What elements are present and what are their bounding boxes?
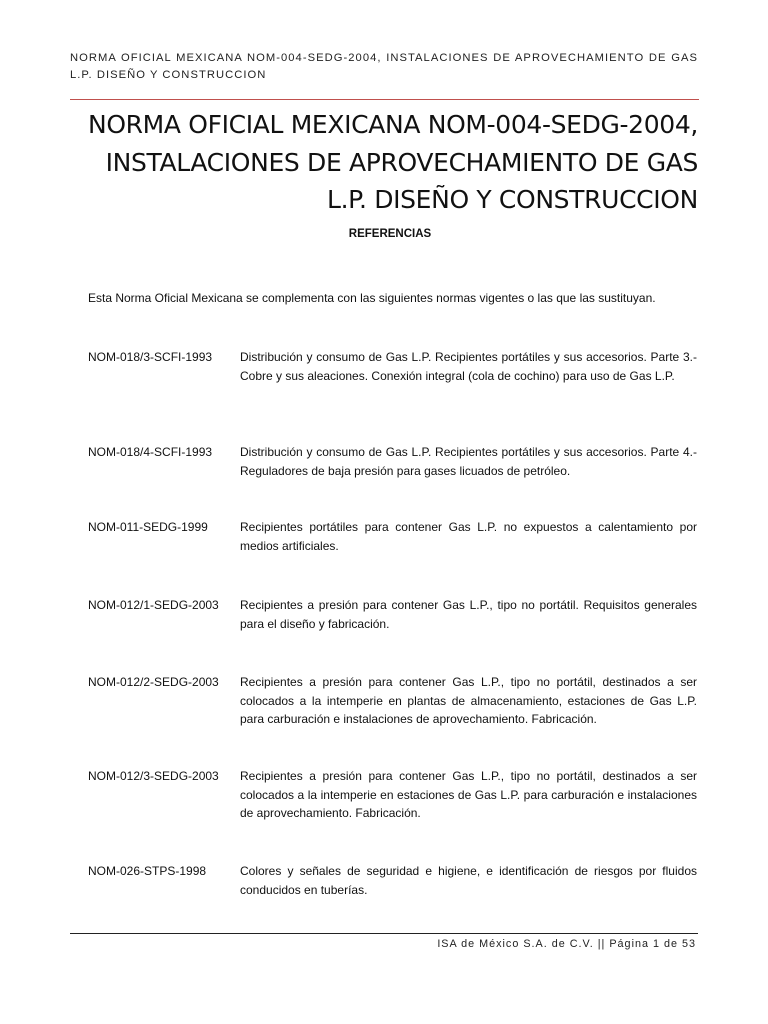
- reference-description: Distribución y consumo de Gas L.P. Recipientes portátiles y sus accesorios. Parte 3.- Cobre y sus aleaciones. Conexión integral (cola de cochino) para uso de Gas L.P.: [240, 350, 697, 383]
- intro-paragraph: Esta Norma Oficial Mexicana se complementa con las siguientes normas vigentes o las que las sustituyan.: [88, 291, 656, 305]
- footer-rule: [70, 933, 698, 934]
- header-rule: [70, 99, 699, 100]
- reference-code: NOM-012/3-SEDG-2003: [88, 769, 219, 783]
- reference-code: NOM-018/4-SCFI-1993: [88, 445, 213, 459]
- running-header: NORMA OFICIAL MEXICANA NOM-004-SEDG-2004, INSTALACIONES DE APROVECHAMIENTO DE GAS L.P. DISEÑO Y CONSTRUCCION: [70, 52, 698, 81]
- document-title-line-2: INSTALACIONES DE APROVECHAMIENTO DE GAS: [105, 147, 698, 177]
- reference-description: Recipientes a presión para contener Gas L.P., tipo no portátil, destinados a ser colocados a la intemperie en plantas de almacenamiento, estaciones de Gas L.P. para carburación e instalaciones de aprovechamiento. Fabricación.: [240, 675, 697, 726]
- section-heading: REFERENCIAS: [348, 228, 432, 240]
- reference-description: Recipientes portátiles para contener Gas L.P. no expuestos a calentamiento por medios artificiales.: [240, 520, 697, 553]
- reference-code: NOM-011-SEDG-1999: [88, 520, 208, 534]
- document-title-line-3: L.P. DISEÑO Y CONSTRUCCION: [327, 185, 698, 214]
- document-title-line-1: NORMA OFICIAL MEXICANA NOM-004-SEDG-2004,: [87, 110, 698, 139]
- reference-code: NOM-026-STPS-1998: [88, 864, 207, 878]
- reference-description: Recipientes a presión para contener Gas L.P., tipo no portátil. Requisitos generales para el diseño y fabricación.: [240, 598, 697, 631]
- page-footer: ISA de México S.A. de C.V. || Página 1 de 53: [437, 938, 696, 950]
- reference-description: Colores y señales de seguridad e higiene, e identificación de riesgos por fluidos conducidos en tuberías.: [240, 864, 697, 897]
- document-title: [60, 106, 698, 219]
- reference-code: NOM-012/1-SEDG-2003: [88, 598, 219, 612]
- reference-code: NOM-012/2-SEDG-2003: [88, 675, 219, 689]
- reference-code: NOM-018/3-SCFI-1993: [88, 350, 213, 364]
- reference-description: Distribución y consumo de Gas L.P. Recipientes portátiles y sus accesorios. Parte 4.- Reguladores de baja presión para gases licuados de petróleo.: [240, 445, 697, 478]
- reference-description: Recipientes a presión para contener Gas L.P., tipo no portátil, destinados a ser colocados a la intemperie en estaciones de Gas L.P. para carburación e instalaciones de aprovechamiento. Fabricación.: [240, 769, 697, 820]
